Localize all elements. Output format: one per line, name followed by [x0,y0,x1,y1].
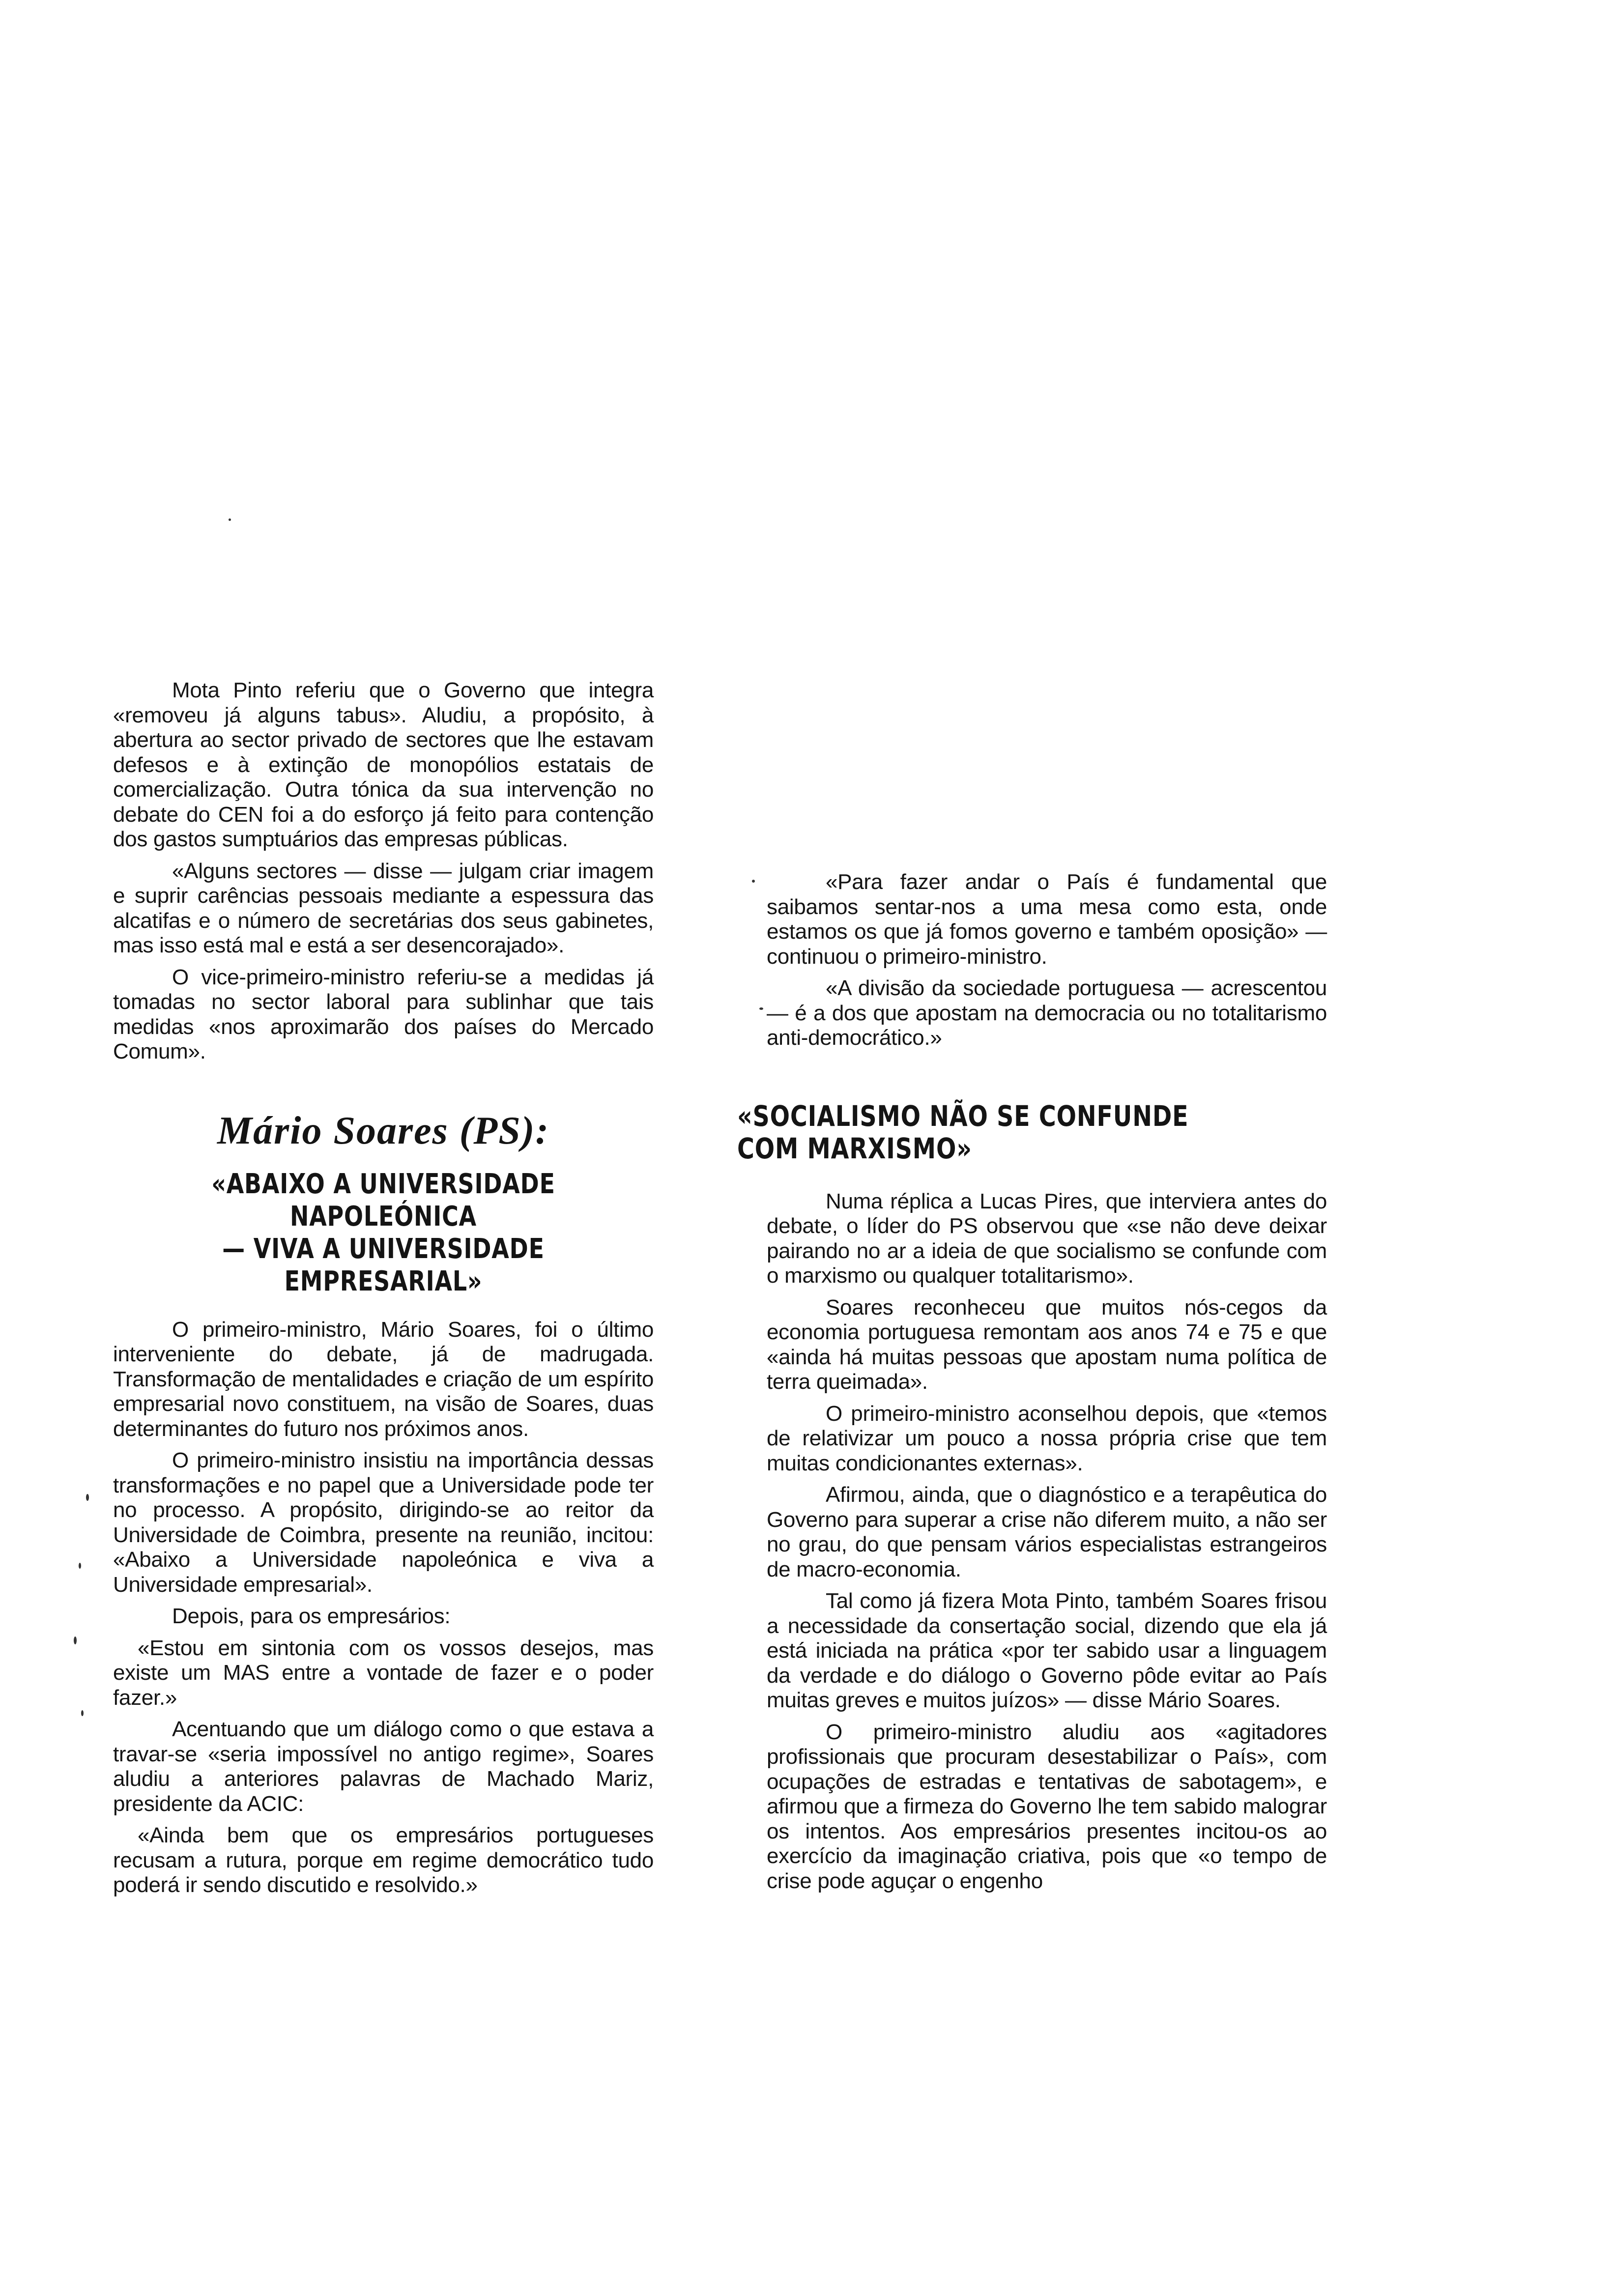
intro-paragraph-2: «Alguns sectores — disse — julgam criar imagem e suprir carências pessoais mediante a espessura das alcatifas e o número de secretárias dos seus gabinetes, mas isso está mal e está a ser desencorajado». [113,859,654,957]
right-paragraph-6: O primeiro-ministro aludiu aos «agitadores profissionais que procuram desestabilizar o País», com ocupações de estradas e tentativas de sabotagem», e afirmou que a firmeza do Governo lhe tem sabido malograr os intentos. Aos empresários presentes incitou-os ao exercício da imaginação criativa, pois que «o tempo de crise pode aguçar o engenho [767,1720,1327,1893]
scan-speck [81,1710,84,1716]
headline-socialismo: «SOCIALISMO NÃO SE CONFUNDE COM MARXISMO» [737,1099,1189,1165]
body-paragraph-3: Depois, para os empresários: [172,1604,451,1628]
intro-paragraph-1: Mota Pinto referiu que o Governo que integra «removeu já alguns tabus». Aludiu, a propósito, à abertura ao sector privado de sectores que lhe estavam defesos e à extinção de monopólios estatais de comercialização. Outra tónica da sua intervenção no debate do CEN foi a do esforço já feito para contenção dos gastos sumptuários das empresas públicas. [113,678,654,851]
body-paragraph-5: Acentuando que um diálogo como o que estava a travar-se «seria impossível no antigo regime», Soares aludiu a anteriores palavras de Machado Mariz, presidente da ACIC: [113,1717,654,1816]
right-paragraph-5: Tal como já fizera Mota Pinto, também Soares frisou a necessidade da consertação social, dizendo que ela já está iniciada na prática «por ter sabido usar a linguagem da verdade e do diálogo o Governo pôde evitar ao País muitas greves e muitos juízos» — disse Mário Soares. [767,1589,1327,1712]
headline-line-1: «ABAIXO A UNIVERSIDADE NAPOLEÓNICA [211,1168,555,1233]
scan-speck [79,1563,81,1569]
quote-paragraph-2: «A divisão da sociedade portuguesa — acrescentou — é a dos que apostam na democracia ou no totalitarismo anti-democrático.» [767,976,1327,1050]
right-paragraph-2: Soares reconheceu que muitos nós-cegos da economia portuguesa remontam aos anos 74 e 75 e que «ainda há muitas pessoas que apostam numa política de terra queimada». [767,1295,1327,1394]
scan-speck [229,518,231,521]
scan-speck [86,1494,89,1501]
right-paragraph-1: Numa réplica a Lucas Pires, que interviera antes do debate, o líder do PS observou que «se não deve deixar pairando no ar a ideia de que socialismo se confunde com o marxismo ou qualquer totalitarismo». [767,1189,1327,1288]
headline-universidade [162,1168,605,1298]
left-column [113,678,654,1905]
body-paragraph-6: «Ainda bem que os empresários portugueses recusam a rutura, porque em regime democrático tudo poderá ir sendo discutido e resolvido.» [113,1823,654,1897]
quote-paragraph-1: «Para fazer andar o País é fundamental que saibamos sentar-nos a uma mesa como esta, onde estamos os que já fomos governo e também oposição» — continuou o primeiro-ministro. [767,870,1327,969]
body-paragraph-4: «Estou em sintonia com os vossos desejos, mas existe um MAS entre a vontade de fazer e o poder fazer.» [113,1636,654,1710]
right-paragraph-3: O primeiro-ministro aconselhou depois, que «temos de relativizar um pouco a nossa própria crise que tem muitas condicionantes externas». [767,1401,1327,1475]
body-paragraph-1: O primeiro-ministro, Mário Soares, foi o último interveniente do debate, já de madrugada. Transformação de mentalidades e criação de um espírito empresarial novo constituem, na visão de Soares, duas determinantes do futuro nos próximos anos. [113,1317,654,1441]
scan-speck [74,1636,77,1644]
body-paragraph-2: O primeiro-ministro insistiu na importância dessas transformações e no papel que a Universidade pode ter no processo. A propósito, dirigindo-se ao reitor da Universidade de Coimbra, presente na reunião, incitou: «Abaixo a Universidade napoleónica e viva a Universidade empresarial». [113,1448,654,1597]
scan-speck [759,1007,763,1010]
intro-paragraph-3: O vice-primeiro-ministro referiu-se a medidas já tomadas no sector laboral para sublinhar que tais medidas «nos aproximarão dos países do Mercado Comum». [113,965,654,1063]
right-paragraph-4: Afirmou, ainda, que o diagnóstico e a terapêutica do Governo para superar a crise não diferem muito, a não ser no grau, do que pensam vários especialistas estrangeiros de macro-economia. [767,1483,1327,1581]
byline-mario-soares: Mário Soares (PS): [217,1109,550,1152]
scan-speck [752,880,755,883]
right-column [737,870,1327,1900]
headline-line-2: — VIVA A UNIVERSIDADE EMPRESARIAL» [222,1233,545,1297]
